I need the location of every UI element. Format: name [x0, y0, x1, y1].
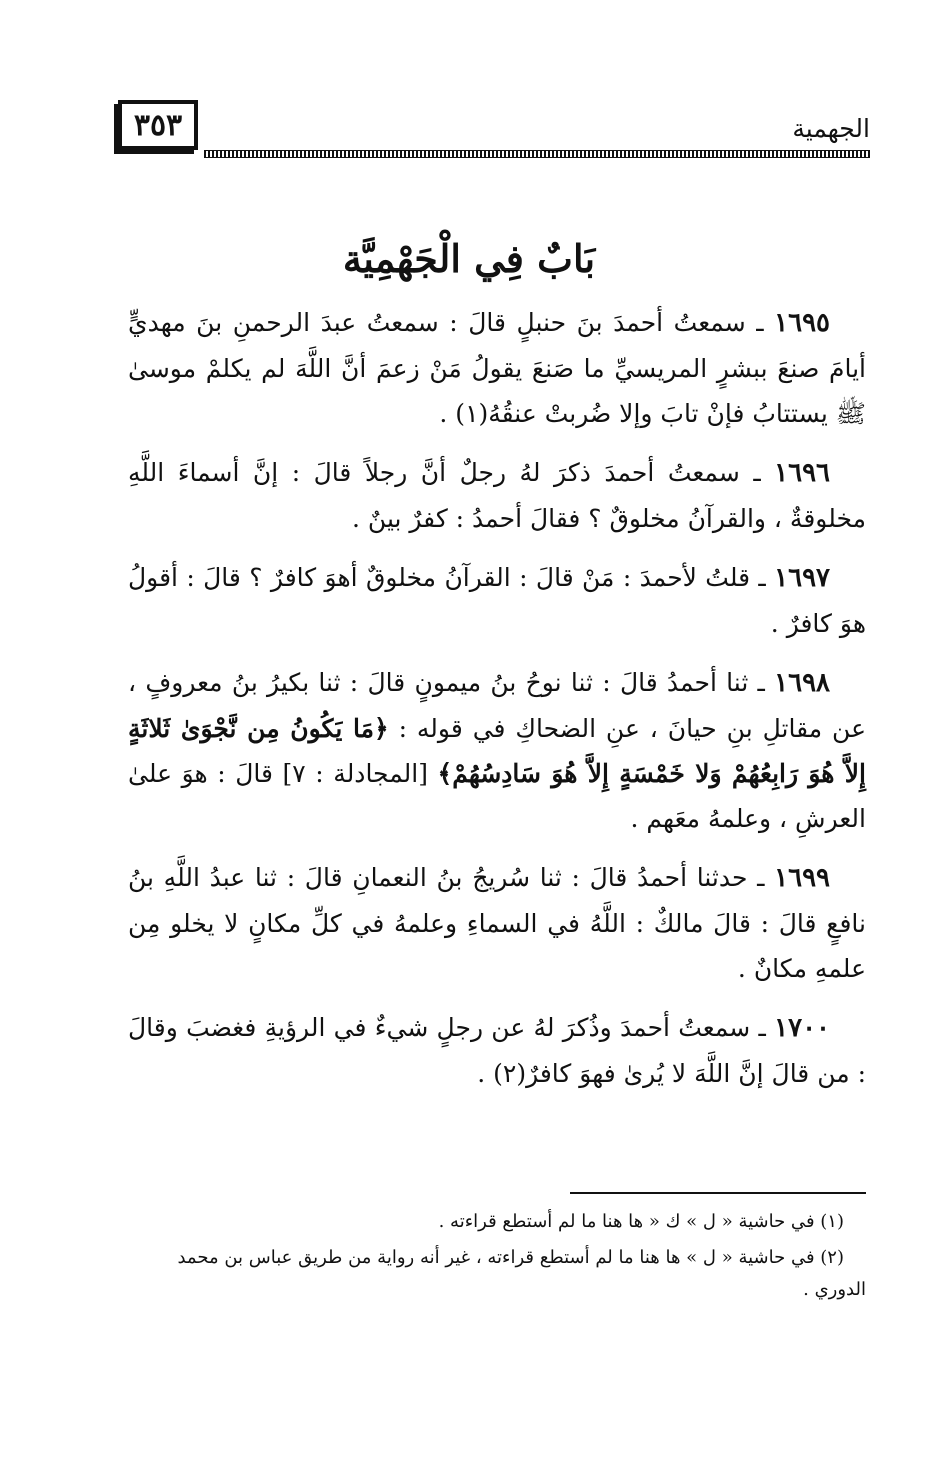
footnotes: [128, 1206, 866, 1310]
entry-text: ـ سمعتُ أحمدَ بنَ حنبلٍ قالَ : سمعتُ عبدَ الرحمنِ بنَ مهديٍّ أيامَ صنعَ ببشرٍ المريسيِّ ما صَنعَ يقولُ مَنْ زعمَ أنَّ اللَّهَ لم يكلمْ موسىٰ ﷺ يستتابُ فإنْ تابَ وإلا ضُربتْ عنقُهُ(١) .: [128, 308, 866, 428]
entry-1698: [128, 660, 866, 841]
quran-verse: ﴿مَا يَكُونُ مِن نَّجْوَىٰ ثَلاثَةٍ إِلاَّ هُوَ رَابِعُهُمْ وَلا خَمْسَةٍ إِلاَّ هُوَ سَادِسُهُمْ﴾: [128, 714, 866, 788]
chapter-title: بَابٌ فِي الْجَهْمِيَّة: [342, 236, 596, 281]
body-text: [128, 300, 866, 1110]
entry-text: ـ ثنا أحمدُ قالَ : ثنا نوحُ بنُ ميمونٍ قالَ : ثنا بكيرُ بنُ معروفٍ ، عن مقاتلِ بنِ حيانَ ، عنِ الضحاكِ في قوله :: [128, 668, 866, 743]
footnote-separator: [570, 1192, 866, 1194]
entry-text-after: [المجادلة : ٧] قالَ : هوَ علىٰ العرشِ ، وعلمهُ معَهم .: [128, 759, 866, 833]
entry-number: ١٦٩٦: [774, 458, 830, 488]
entry-number: ١٦٩٩: [774, 863, 830, 893]
entry-1700: [128, 1005, 866, 1096]
page-number: ٣٥٣: [118, 100, 198, 150]
entry-1699: [128, 855, 866, 991]
entry-text: ـ قلتُ لأحمدَ : مَنْ قالَ : القرآنُ مخلوقٌ أهوَ كافرٌ ؟ قالَ : أقولُ هوَ كافرٌ .: [128, 563, 866, 638]
entry-1697: [128, 555, 866, 646]
entry-number: ١٦٩٧: [774, 563, 830, 593]
footnote-2: (٢) في حاشية « ل » ها هنا ما لم أستطع قراءته ، غير أنه رواية من طريق عباس بن محمد الدوري .: [177, 1247, 866, 1300]
running-header: [118, 100, 870, 162]
entry-number: ١٦٩٥: [774, 308, 830, 338]
entry-number: ١٦٩٨: [774, 668, 830, 698]
entry-number: ١٧٠٠: [774, 1013, 830, 1043]
entry-text: ـ سمعتُ أحمدَ ذكرَ لهُ رجلٌ أنَّ رجلاً قالَ : إنَّ أسماءَ اللَّهِ مخلوقةٌ ، والقرآنُ مخلوقٌ ؟ فقالَ أحمدُ : كفرٌ بينٌ .: [128, 458, 866, 533]
header-rule: [204, 150, 870, 158]
entry-1696: [128, 450, 866, 541]
running-title: الجهمية: [792, 114, 870, 143]
entry-text: ـ سمعتُ أحمدَ وذُكرَ لهُ عن رجلٍ شيءٌ في الرؤيةِ فغضبَ وقالَ : من قالَ إنَّ اللَّهَ لا يُرىٰ فهوَ كافرٌ(٢) .: [128, 1013, 866, 1088]
footnote-1: (١) في حاشية « ل » ك « ها هنا ما لم أستطع قراءته .: [438, 1211, 844, 1232]
entry-text: ـ حدثنا أحمدُ قالَ : ثنا سُريجُ بنُ النعمانِ قالَ : ثنا عبدُ اللَّهِ بنُ نافعٍ قالَ : قالَ مالكٌ : اللَّهُ في السماءِ وعلمهُ في كلِّ مكانٍ لا يخلو مِن علمهِ مكانٌ .: [128, 863, 866, 983]
entry-1695: [128, 300, 866, 436]
